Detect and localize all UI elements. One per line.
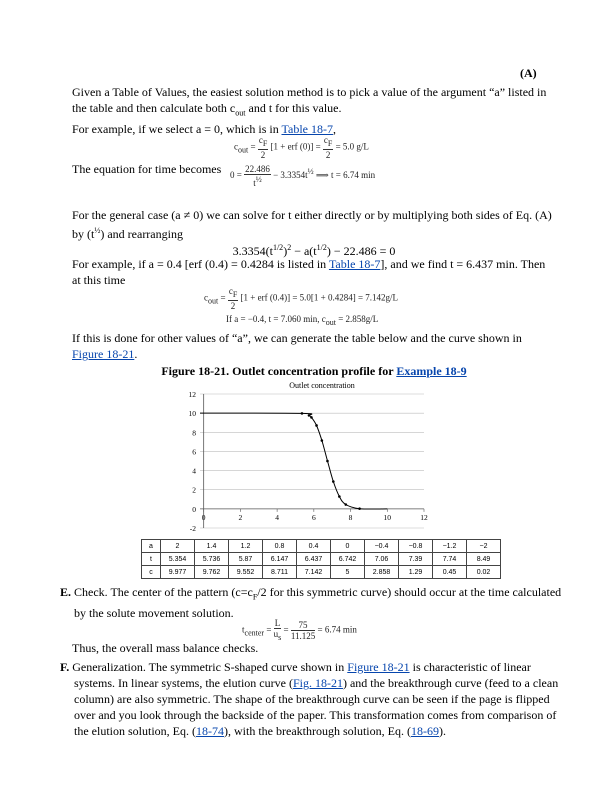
table-cell: 8.49 bbox=[467, 553, 501, 566]
general-text: For the general case (a ≠ 0) we can solve for t either directly or by multiplying both sides of Eq. (A) by (t bbox=[72, 208, 552, 241]
intro-text: Given a Table of Values, the easiest solution method is to pick a value of the argument “a” listed in the table and then calculate both c bbox=[72, 85, 547, 115]
eq6-equals: = bbox=[266, 624, 272, 635]
eq1-rhs: = 5.0 g/L bbox=[335, 141, 369, 152]
table-cell: 0.4 bbox=[297, 540, 331, 553]
example-a0-text: For example, if we select a = 0, which is in bbox=[72, 122, 282, 136]
generalization-text-4: ), with the breakthrough solution, Eq. ( bbox=[224, 724, 411, 738]
intro-sub: out bbox=[235, 108, 246, 118]
y-tick-label: 6 bbox=[192, 447, 196, 457]
eq3-sup-1: 1/2 bbox=[272, 243, 284, 252]
table-18-7-link-2[interactable]: Table 18-7 bbox=[328, 257, 381, 271]
eq6-lhs: t bbox=[242, 624, 245, 635]
eq1-fraction-2 bbox=[323, 135, 333, 160]
eq1-mid: [1 + erf (0)] = bbox=[270, 141, 321, 152]
data-point bbox=[338, 495, 341, 498]
eq1-frac2-sub: F bbox=[327, 138, 333, 148]
data-point bbox=[310, 416, 313, 419]
table-cell: 1.29 bbox=[399, 566, 433, 579]
table-cell: 5.354 bbox=[161, 553, 195, 566]
eq3-part-1: 3.3354(t bbox=[232, 244, 273, 258]
y-tick-label: 10 bbox=[188, 409, 196, 419]
eq6-frac1-num: L bbox=[274, 618, 281, 628]
values-table bbox=[141, 539, 501, 579]
table-cell: −2 bbox=[467, 540, 501, 553]
eq2-lhs: 0 = bbox=[230, 170, 242, 181]
x-tick-label: 12 bbox=[420, 512, 428, 522]
table-cell: 1.2 bbox=[229, 540, 263, 553]
eq4-frac-num: c bbox=[228, 286, 233, 296]
data-point bbox=[358, 507, 361, 510]
check-sub: F bbox=[252, 592, 258, 602]
generalization-text-5: ). bbox=[438, 724, 446, 738]
eq1-frac1-den: 2 bbox=[260, 149, 266, 160]
table-cell: 5.736 bbox=[195, 553, 229, 566]
table-cell: 7.39 bbox=[399, 553, 433, 566]
table-row bbox=[142, 566, 501, 579]
table-cell: 9.552 bbox=[229, 566, 263, 579]
eq5-text: If a = −0.4, t = 7.060 min, c bbox=[226, 314, 326, 324]
eq2-frac-den-sup: ½ bbox=[255, 175, 262, 184]
eq4-rhs: [1 + erf (0.4)] = 5.0[1 + 0.4284] = 7.142g/L bbox=[240, 292, 399, 303]
x-tick-label: 0 bbox=[201, 512, 206, 522]
eq4-frac-sub: F bbox=[232, 289, 238, 299]
x-tick-label: 10 bbox=[383, 512, 392, 522]
x-tick-label: 2 bbox=[238, 512, 243, 522]
eq6-frac1-den: u bbox=[273, 629, 279, 639]
general-sup: ½ bbox=[94, 226, 101, 235]
check-paragraph bbox=[60, 584, 572, 621]
table-cell: 2 bbox=[161, 540, 195, 553]
other-values-paragraph bbox=[72, 330, 556, 362]
eq6-frac1-sub: s bbox=[278, 632, 282, 642]
table-cell: 0 bbox=[331, 540, 365, 553]
example-a04-text-end: ], and we find t = 6.437 min. Then at this time bbox=[72, 257, 546, 287]
generalization-text-3: ) and the breakthrough curve (feed to a clean column) are also symmetric. The shape of the breakthrough curve can be seen if the page is flipped over and you look through the backside of the paper. This transformation comes from comparison of the elution solution, Eq. ( bbox=[74, 676, 559, 738]
generalization-text-1: Generalization. The symmetric S-shaped curve shown in bbox=[69, 660, 348, 674]
eq4-lhs-sub: out bbox=[208, 296, 219, 306]
table-cell: −0.8 bbox=[399, 540, 433, 553]
eq-18-74-link[interactable]: 18-74 bbox=[196, 724, 224, 738]
table-cell: 9.977 bbox=[161, 566, 195, 579]
generalization-label: F. bbox=[60, 660, 70, 674]
data-point bbox=[321, 439, 324, 442]
eq1-frac1-num: c bbox=[258, 135, 263, 145]
example-a0-text-end: , bbox=[332, 122, 336, 136]
eq1-lhs-sub: out bbox=[238, 145, 249, 155]
table-cell: 5.87 bbox=[229, 553, 263, 566]
example-a04-text: For example, if a = 0.4 [erf (0.4) = 0.4284 is listed in bbox=[72, 257, 329, 271]
equation-cout-a0 bbox=[234, 135, 369, 160]
figure-caption-text: Figure 18-21. Outlet concentration profile for bbox=[161, 364, 397, 378]
example-a04-paragraph bbox=[72, 256, 556, 288]
table-cell: 1.4 bbox=[195, 540, 229, 553]
eq5-sub: out bbox=[325, 317, 336, 327]
x-tick-label: 6 bbox=[311, 512, 316, 522]
eq1-equals: = bbox=[250, 141, 256, 152]
eq3-part-3: − a(t bbox=[291, 244, 317, 258]
data-point bbox=[344, 503, 347, 506]
mass-balance-text: Thus, the overall mass balance checks. bbox=[72, 641, 259, 655]
eq6-rhs: = 6.74 min bbox=[317, 624, 357, 635]
eq3-part-2: ) bbox=[283, 244, 288, 258]
eq2-mid: − 3.3354t bbox=[273, 170, 308, 181]
eq6-frac2-num: 75 bbox=[291, 620, 315, 631]
table-cell: 0.8 bbox=[263, 540, 297, 553]
eq6-fraction-2 bbox=[291, 620, 315, 641]
table-cell: 2.858 bbox=[365, 566, 399, 579]
equation-a-neg04 bbox=[226, 314, 378, 327]
section-label: (A) bbox=[520, 66, 537, 80]
table-cell: 6.437 bbox=[297, 553, 331, 566]
eq1-frac2-den: 2 bbox=[325, 149, 331, 160]
table-cell: 0.02 bbox=[467, 566, 501, 579]
y-tick-label: 4 bbox=[192, 466, 196, 476]
check-text-end: /2 for this symmetric curve) should occur at the time calculated by the solute movement solution. bbox=[74, 585, 562, 621]
eq5-text-end: = 2.858g/L bbox=[335, 314, 379, 324]
row-label-cell: t bbox=[142, 553, 161, 566]
eq2-fraction bbox=[244, 164, 271, 188]
data-point bbox=[326, 460, 329, 463]
equation-cout-a04 bbox=[204, 286, 398, 311]
general-case-paragraph bbox=[72, 207, 556, 242]
equation-tcenter bbox=[242, 618, 357, 643]
eq6-equals-2: = bbox=[283, 624, 289, 635]
figure-18-21-link[interactable]: Figure 18-21 bbox=[72, 347, 135, 361]
eq6-lhs-sub: center bbox=[244, 628, 265, 638]
x-tick-label: 8 bbox=[348, 512, 353, 522]
outlet-concentration-chart bbox=[178, 378, 434, 540]
eq2-rhs: ⟹ t = 6.74 min bbox=[315, 170, 376, 181]
x-tick-label: 4 bbox=[275, 512, 279, 522]
y-tick-label: 12 bbox=[188, 390, 196, 399]
eq4-equals: = bbox=[220, 292, 226, 303]
eq1-frac2-num: c bbox=[323, 135, 328, 145]
table-18-7-link[interactable]: Table 18-7 bbox=[281, 122, 333, 136]
table-cell: −0.4 bbox=[365, 540, 399, 553]
eq4-lhs: c bbox=[204, 292, 208, 303]
row-label-cell: c bbox=[142, 566, 161, 579]
figure-18-21-link-2[interactable]: Figure 18-21 bbox=[347, 660, 410, 674]
table-cell: −1.2 bbox=[433, 540, 467, 553]
eq-18-69-link[interactable]: 18-69 bbox=[410, 724, 439, 738]
eq3-part-4: ) − 22.486 = 0 bbox=[326, 244, 396, 258]
y-tick-label: 8 bbox=[192, 428, 196, 438]
eq2-mid-sup: ½ bbox=[307, 167, 314, 177]
fig-18-21-link[interactable]: Fig. 18-21 bbox=[292, 676, 343, 690]
eq4-frac-den: 2 bbox=[230, 300, 236, 311]
intro-paragraph bbox=[72, 84, 556, 121]
data-point bbox=[332, 480, 335, 483]
table-cell: 7.06 bbox=[365, 553, 399, 566]
table-row bbox=[142, 540, 501, 553]
figure-caption bbox=[72, 363, 556, 379]
time-equation-intro: The equation for time becomes bbox=[72, 162, 222, 176]
data-point bbox=[315, 424, 318, 427]
table-cell: 7.142 bbox=[297, 566, 331, 579]
series-line bbox=[200, 413, 387, 509]
equation-time bbox=[230, 164, 375, 188]
eq1-frac1-sub: F bbox=[262, 138, 268, 148]
generalization-text-2: is characteristic of linear systems. In linear systems, the elution curve ( bbox=[74, 660, 531, 690]
eq1-lhs: c bbox=[234, 141, 238, 152]
y-tick-label: 0 bbox=[192, 504, 196, 514]
eq3-sup-2: 2 bbox=[287, 243, 292, 252]
intro-text-end: and t for this value. bbox=[245, 101, 342, 115]
eq6-frac2-den: 11.125 bbox=[290, 630, 316, 641]
data-point bbox=[301, 412, 304, 415]
table-cell: 7.74 bbox=[433, 553, 467, 566]
table-row bbox=[142, 553, 501, 566]
chart-title: Outlet concentration bbox=[289, 381, 355, 390]
general-text-end: ) and rearranging bbox=[100, 227, 183, 241]
table-cell: 9.762 bbox=[195, 566, 229, 579]
data-point bbox=[308, 414, 311, 417]
eq3-sup-3: 1/2 bbox=[316, 243, 327, 252]
table-cell: 5 bbox=[331, 566, 365, 579]
example-18-9-link[interactable]: Example 18-9 bbox=[396, 364, 467, 378]
check-label: E. bbox=[60, 585, 72, 599]
y-tick-label: -2 bbox=[189, 524, 196, 533]
other-values-text: If this is done for other values of “a”, we can generate the table below and the curve shown in bbox=[72, 331, 522, 345]
table-cell: 6.147 bbox=[263, 553, 297, 566]
check-text: Check. The center of the pattern (c=c bbox=[71, 585, 253, 599]
y-tick-label: 2 bbox=[192, 485, 196, 495]
table-cell: 6.742 bbox=[331, 553, 365, 566]
eq2-frac-den: t bbox=[253, 178, 256, 188]
generalization-paragraph bbox=[60, 659, 572, 739]
table-cell: 8.711 bbox=[263, 566, 297, 579]
eq2-frac-num: 22.486 bbox=[245, 164, 270, 174]
eq6-fraction-1 bbox=[274, 618, 282, 643]
table-cell: 0.45 bbox=[433, 566, 467, 579]
eq4-fraction bbox=[228, 286, 238, 311]
row-label-cell: a bbox=[142, 540, 161, 553]
other-values-text-end: . bbox=[134, 347, 138, 361]
eq1-fraction-1 bbox=[258, 135, 268, 160]
